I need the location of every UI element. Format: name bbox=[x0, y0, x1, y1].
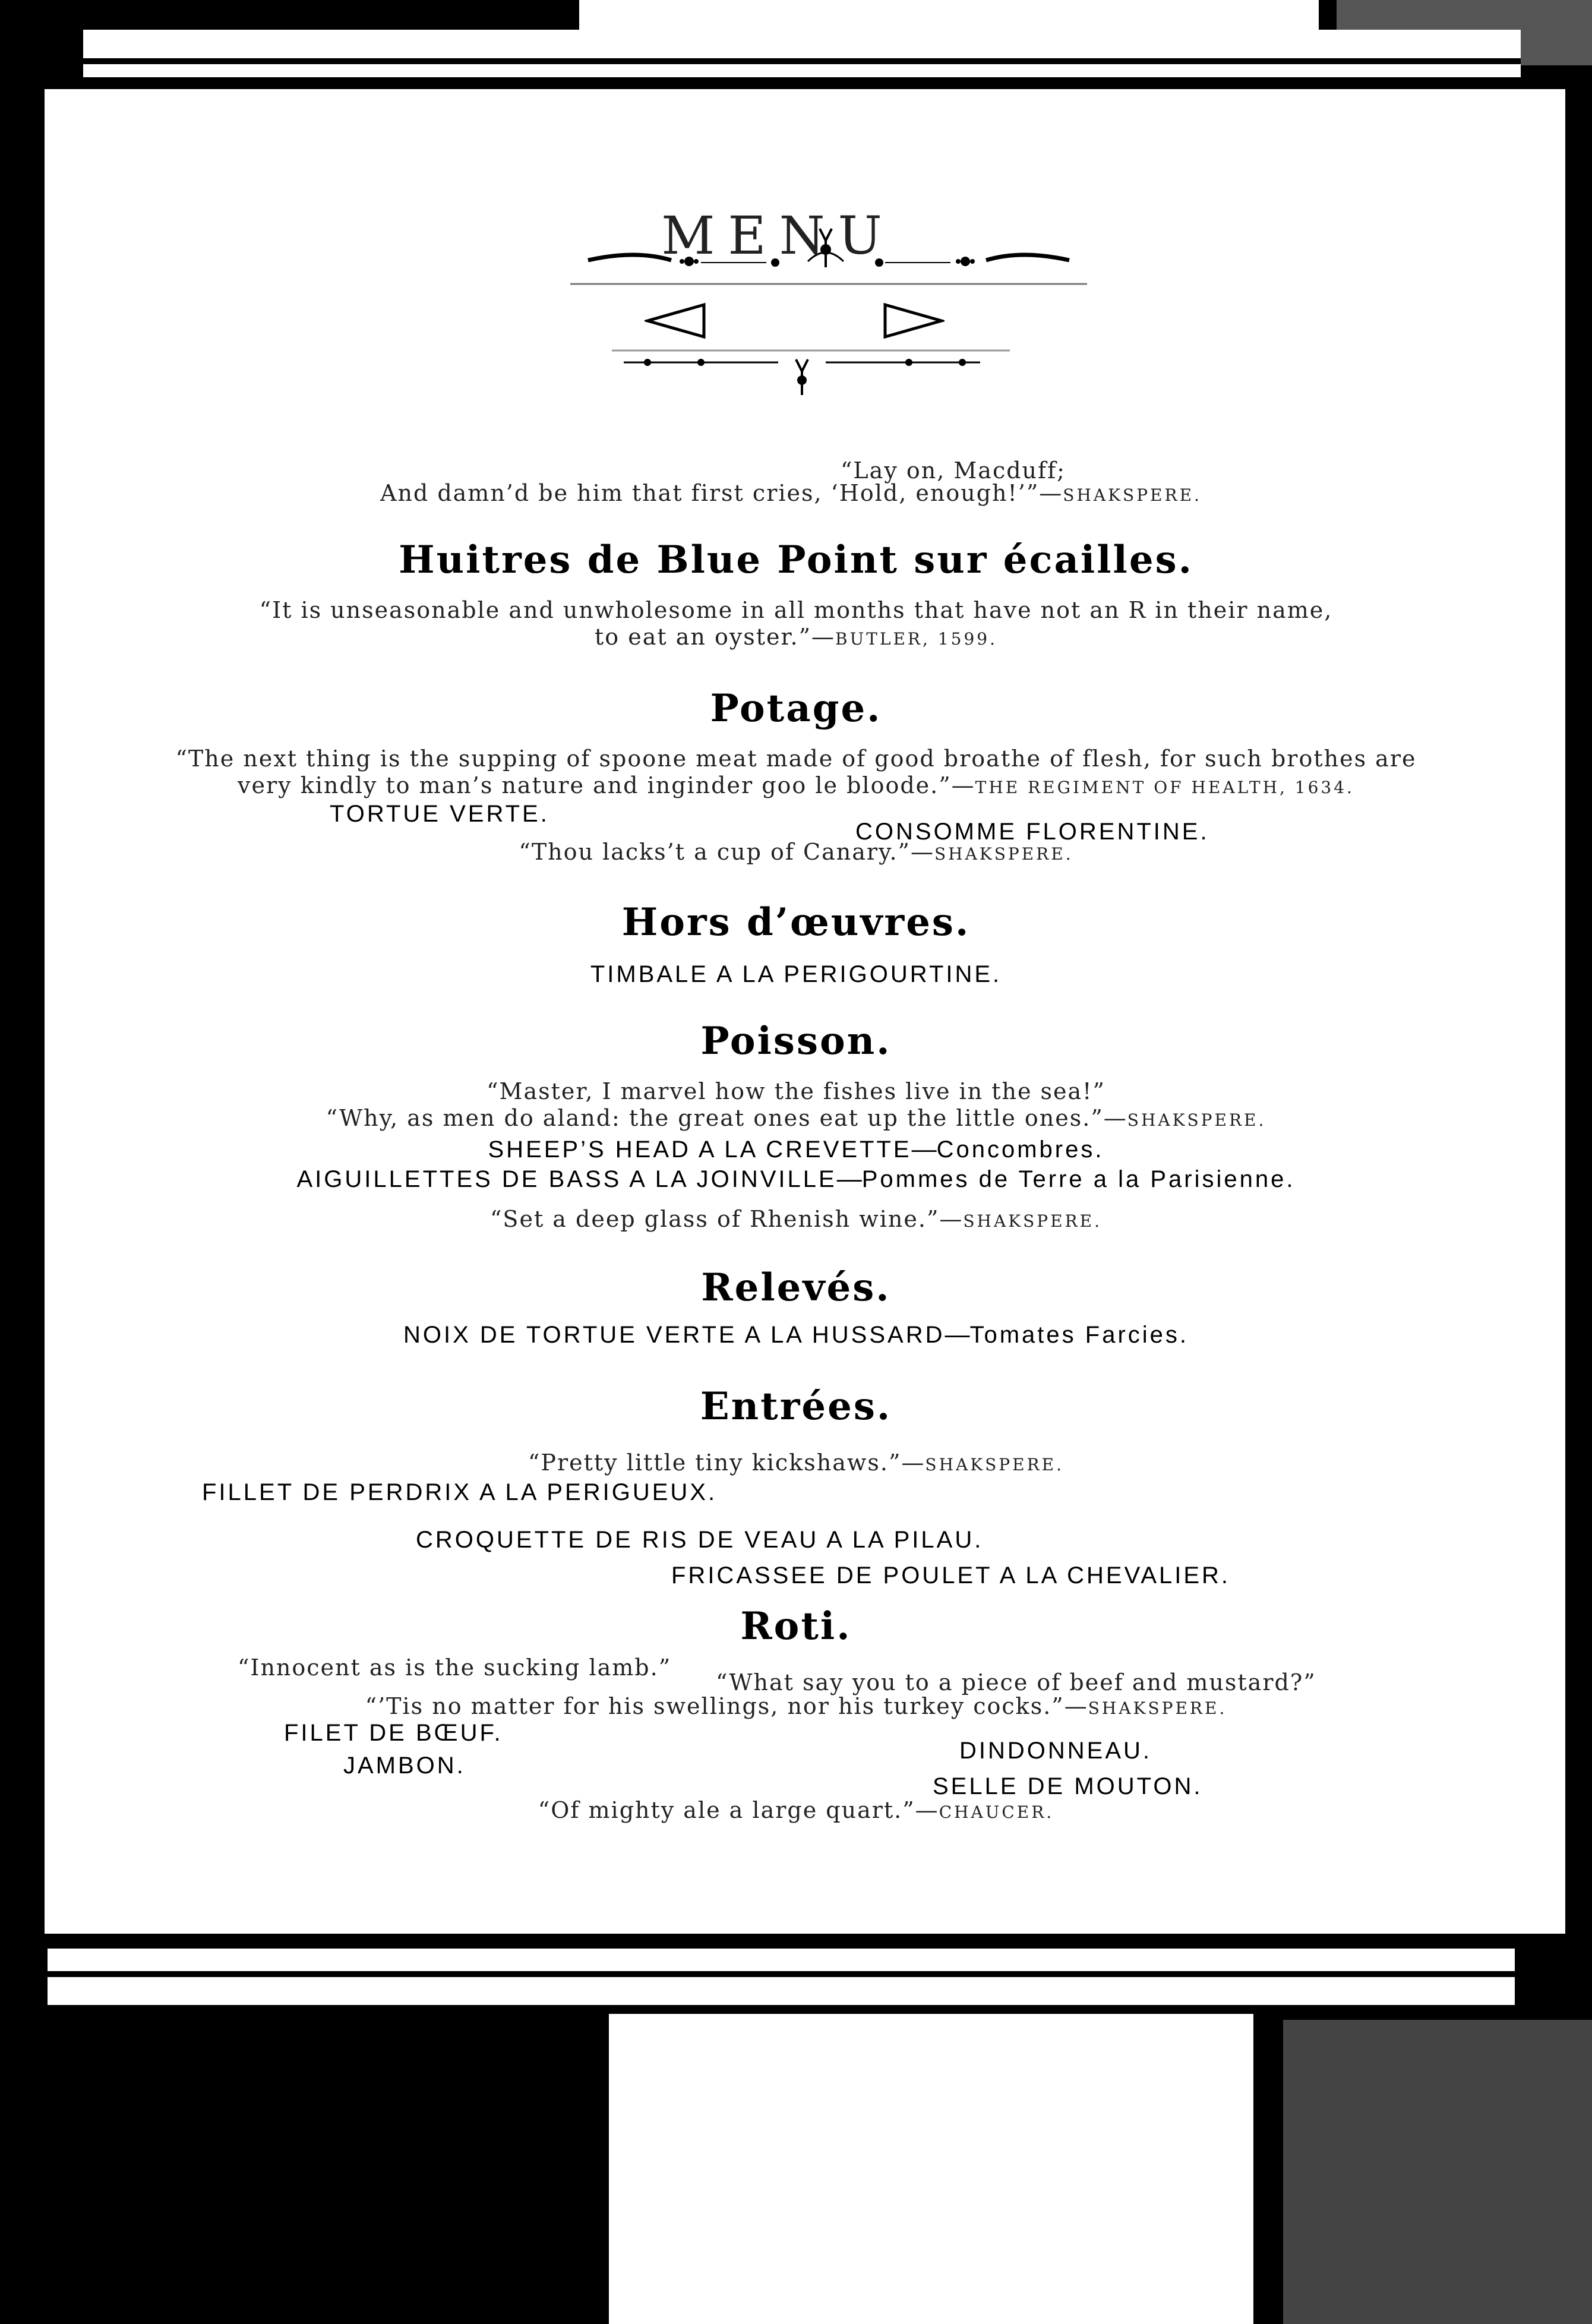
potage-wine-attribution: SHAKSPERE. bbox=[934, 844, 1073, 864]
section-heading-releves: Relevés. bbox=[701, 1265, 891, 1310]
roti-quote-text: “’Tis no matter for his swellings, nor his turkey cocks.”— bbox=[365, 1693, 1088, 1719]
roti-quote-right: “What say you to a piece of beef and mustard?” bbox=[716, 1669, 1316, 1695]
roti-wine-quote-text: “Of mighty ale a large quart.”— bbox=[538, 1797, 939, 1823]
poisson-quote-line-1: “Master, I marvel how the fishes live in the sea!” bbox=[487, 1078, 1105, 1104]
roti-quote-line-2 bbox=[0, 1693, 1592, 1719]
bottom-border-rule bbox=[48, 1971, 1515, 1977]
dish-aiguillettes-name: AIGUILLETTES DE BASS A LA JOINVILLE bbox=[296, 1166, 837, 1192]
dish-sheeps-head-garnish: Concombres. bbox=[936, 1136, 1104, 1163]
huitres-quote-text: to eat an oyster.”— bbox=[595, 624, 836, 650]
epigraph-line-1: “Lay on, Macduff; bbox=[841, 457, 1066, 484]
epigraph-line-2 bbox=[380, 480, 1202, 506]
poisson-attribution: SHAKSPERE. bbox=[1127, 1110, 1266, 1130]
poisson-wine-attribution: SHAKSPERE. bbox=[963, 1211, 1102, 1231]
epigraph-text: And damn’d be him that first cries, ‘Hold, enough!’”— bbox=[380, 480, 1063, 506]
bottom-right-scan-edge bbox=[1283, 2020, 1592, 2324]
roti-wine-attribution: CHAUCER. bbox=[939, 1802, 1054, 1822]
potage-wine-quote bbox=[0, 839, 1592, 865]
huitres-attribution: BUTLER, 1599. bbox=[835, 629, 997, 649]
epigraph-attribution: SHAKSPERE. bbox=[1063, 485, 1202, 505]
dish-noix-de-tortue: NOIX DE TORTUE VERTE A LA HUSSARD—Tomates Farcies. bbox=[403, 1320, 1189, 1348]
bottom-paper-scrap bbox=[609, 2014, 1253, 2324]
potage-quote-line-2 bbox=[0, 772, 1592, 798]
dish-tortue-verte: TORTUE VERTE. bbox=[330, 801, 549, 827]
entrees-quote-text: “Pretty little tiny kickshaws.”— bbox=[527, 1450, 925, 1476]
dish-dindonneau: DINDONNEAU. bbox=[959, 1738, 1152, 1764]
potage-quote-text: very kindly to man’s nature and inginder goo le bloode.”— bbox=[238, 772, 975, 798]
dish-consomme-florentine: CONSOMME FLORENTINE. bbox=[855, 819, 1209, 845]
potage-wine-quote-text: “Thou lacks’t a cup of Canary.”— bbox=[519, 839, 934, 865]
entrees-attribution: SHAKSPERE. bbox=[925, 1455, 1065, 1474]
huitres-quote-line-2 bbox=[0, 624, 1592, 650]
poisson-quote-line-2 bbox=[0, 1105, 1592, 1131]
section-heading-poisson: Poisson. bbox=[700, 1019, 892, 1063]
dish-fillet-de-perdrix: FILLET DE PERDRIX A LA PERIGUEUX. bbox=[202, 1479, 718, 1505]
poisson-wine-quote bbox=[0, 1206, 1592, 1232]
dish-timbale: TIMBALE A LA PERIGOURTINE. bbox=[590, 961, 1002, 987]
poisson-quote-text: “Why, as men do aland: the great ones eat up the little ones.”— bbox=[326, 1105, 1127, 1131]
entrees-quote bbox=[0, 1450, 1592, 1476]
dish-sheeps-head: SHEEP’S HEAD A LA CREVETTE—Concombres. bbox=[488, 1135, 1104, 1163]
roti-wine-quote bbox=[0, 1797, 1592, 1823]
top-border-band bbox=[83, 30, 1521, 77]
section-heading-entrees: Entrées. bbox=[700, 1384, 892, 1429]
title-arrow-left-icon bbox=[645, 300, 710, 342]
dish-croquette: CROQUETTE DE RIS DE VEAU A LA PILAU. bbox=[416, 1527, 984, 1553]
section-heading-hors-doeuvres: Hors d’œuvres. bbox=[621, 900, 971, 945]
roti-attribution: SHAKSPERE. bbox=[1088, 1698, 1227, 1718]
dish-noix-de-tortue-garnish: Tomates Farcies. bbox=[969, 1322, 1189, 1348]
dish-jambon: JAMBON. bbox=[343, 1753, 466, 1779]
top-border-rule bbox=[83, 58, 1521, 64]
section-heading-huitres: Huitres de Blue Point sur écailles. bbox=[399, 538, 1193, 582]
huitres-quote-line-1: “It is unseasonable and unwholesome in all months that have not an R in their name, bbox=[259, 597, 1333, 623]
section-heading-roti: Roti. bbox=[740, 1604, 852, 1649]
poisson-wine-quote-text: “Set a deep glass of Rhenish wine.”— bbox=[490, 1206, 964, 1232]
menu-title: MENU bbox=[661, 205, 895, 266]
title-arrow-right-icon bbox=[879, 300, 945, 342]
dish-aiguillettes: AIGUILLETTES DE BASS A LA JOINVILLE—Pommes de Terre a la Parisienne. bbox=[296, 1164, 1296, 1192]
section-heading-potage: Potage. bbox=[710, 686, 882, 731]
dish-noix-de-tortue-name: NOIX DE TORTUE VERTE A LA HUSSARD bbox=[403, 1322, 945, 1348]
menu-ornament-bottom-icon bbox=[612, 348, 1016, 401]
potage-quote-line-1: “The next thing is the supping of spoone meat made of good broathe of flesh, for such brothes are bbox=[175, 746, 1417, 772]
dish-selle-de-mouton: SELLE DE MOUTON. bbox=[933, 1773, 1203, 1799]
potage-attribution: THE REGIMENT OF HEALTH, 1634. bbox=[975, 778, 1354, 797]
dish-fricassee: FRICASSEE DE POULET A LA CHEVALIER. bbox=[671, 1562, 1231, 1589]
dish-sheeps-head-name: SHEEP’S HEAD A LA CREVETTE bbox=[488, 1136, 912, 1163]
dish-aiguillettes-garnish: Pommes de Terre a la Parisienne. bbox=[861, 1166, 1296, 1192]
top-paper-scrap bbox=[579, 0, 1319, 30]
roti-quote-left: “Innocent as is the sucking lamb.” bbox=[238, 1654, 672, 1681]
dish-filet-de-boeuf: FILET DE BŒUF. bbox=[284, 1720, 503, 1746]
